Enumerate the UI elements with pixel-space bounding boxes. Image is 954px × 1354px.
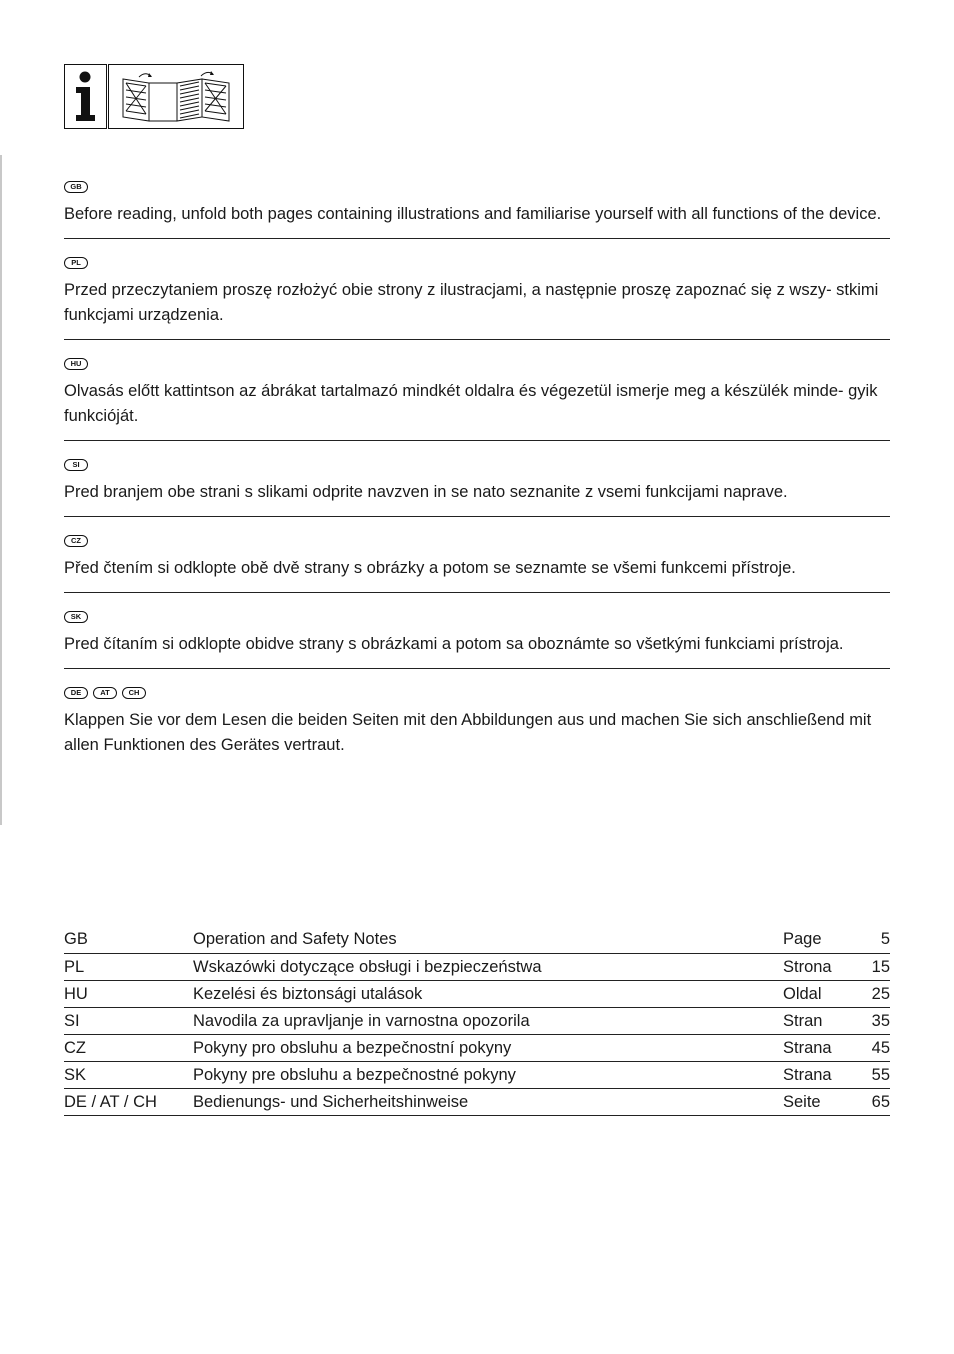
instruction-text: Before reading, unfold both pages containing illustrations and familiarise yourself with all functions of the device. [64, 205, 882, 223]
instruction-si [64, 456, 890, 517]
toc-title: Operation and Safety Notes [193, 926, 783, 954]
country-badge: HU [64, 358, 88, 370]
instruction-de-at-ch [64, 684, 890, 758]
country-badges [64, 178, 890, 196]
country-badge: SK [64, 611, 88, 623]
table-row [64, 926, 890, 954]
toc-title: Navodila za upravljanje in varnostna opozorila [193, 1008, 783, 1035]
table-row [64, 954, 890, 981]
unfold-pages-icon [108, 64, 244, 129]
toc-title: Pokyny pro obsluhu a bezpečnostní pokyny [193, 1035, 783, 1062]
toc-code: GB [64, 926, 193, 954]
toc-page-label: Seite [783, 1089, 845, 1116]
toc-page-label: Strona [783, 954, 845, 981]
instruction-sk [64, 608, 890, 669]
divider [64, 668, 890, 669]
instruction-hu [64, 355, 890, 441]
table-row [64, 1062, 890, 1089]
table-row [64, 1008, 890, 1035]
instruction-gb [64, 178, 890, 239]
divider [64, 238, 890, 239]
country-badge: CZ [64, 535, 88, 547]
toc-page-label: Stran [783, 1008, 845, 1035]
toc-page-label: Strana [783, 1035, 845, 1062]
toc-title: Wskazówki dotyczące obsługi i bezpieczeństwa [193, 954, 783, 981]
instruction-pl [64, 254, 890, 340]
divider [64, 339, 890, 340]
toc-page-label: Page [783, 926, 845, 954]
country-badge: PL [64, 257, 88, 269]
country-badge: CH [122, 687, 146, 699]
instruction-text: Pred čítaním si odklopte obidve strany s obrázkami a potom sa oboznámte so všetkými funkciami prístroja. [64, 635, 844, 653]
toc-code: SI [64, 1008, 193, 1035]
toc-page-number: 15 [845, 954, 890, 981]
toc-code: CZ [64, 1035, 193, 1062]
country-badge: AT [93, 687, 117, 699]
table-of-contents [64, 926, 890, 1116]
toc-title: Kezelési és biztonsági utalások [193, 981, 783, 1008]
toc-title: Pokyny pre obsluhu a bezpečnostné pokyny [193, 1062, 783, 1089]
country-badges [64, 355, 890, 373]
instruction-cz [64, 532, 890, 593]
table-row [64, 1035, 890, 1062]
divider [64, 516, 890, 517]
toc-code: DE / AT / CH [64, 1089, 193, 1116]
toc-title: Bedienungs- und Sicherheitshinweise [193, 1089, 783, 1116]
info-icon [64, 64, 107, 129]
divider [64, 592, 890, 593]
page-edge-line [0, 155, 2, 825]
toc-page-number: 25 [845, 981, 890, 1008]
country-badges [64, 684, 890, 702]
table-row [64, 1089, 890, 1116]
toc-code: HU [64, 981, 193, 1008]
country-badges [64, 532, 890, 550]
toc-page-number: 5 [845, 926, 890, 954]
toc-page-number: 45 [845, 1035, 890, 1062]
toc-page-number: 35 [845, 1008, 890, 1035]
country-badges [64, 608, 890, 626]
country-badge: GB [64, 181, 88, 193]
toc-code: SK [64, 1062, 193, 1089]
instruction-text: Klappen Sie vor dem Lesen die beiden Seiten mit den Abbildungen aus und machen Sie sich anschließend mit allen Funktionen des Gerätes vertraut. [64, 711, 872, 754]
country-badges [64, 254, 890, 272]
country-badge: DE [64, 687, 88, 699]
country-badge: SI [64, 459, 88, 471]
toc-code: PL [64, 954, 193, 981]
unfold-instructions [64, 178, 890, 758]
instruction-text: Před čtením si odklopte obě dvě strany s obrázky a potom se seznamte se všemi funkcemi přístroje. [64, 559, 796, 577]
country-badges [64, 456, 890, 474]
instruction-text: Pred branjem obe strani s slikami odprite navzven in se nato seznanite z vsemi funkcijami naprave. [64, 483, 788, 501]
toc-page-label: Oldal [783, 981, 845, 1008]
table-row [64, 981, 890, 1008]
toc-page-number: 65 [845, 1089, 890, 1116]
toc-page-label: Strana [783, 1062, 845, 1089]
instruction-text: Przed przeczytaniem proszę rozłożyć obie strony z ilustracjami, a następnie proszę zapoznać się z wszy- stkimi funkcjami urządzenia. [64, 281, 879, 324]
divider [64, 440, 890, 441]
toc-page-number: 55 [845, 1062, 890, 1089]
instruction-text: Olvasás előtt kattintson az ábrákat tartalmazó mindkét oldalra és végezetül ismerje meg a készülék minde- gyik funkcióját. [64, 382, 878, 425]
